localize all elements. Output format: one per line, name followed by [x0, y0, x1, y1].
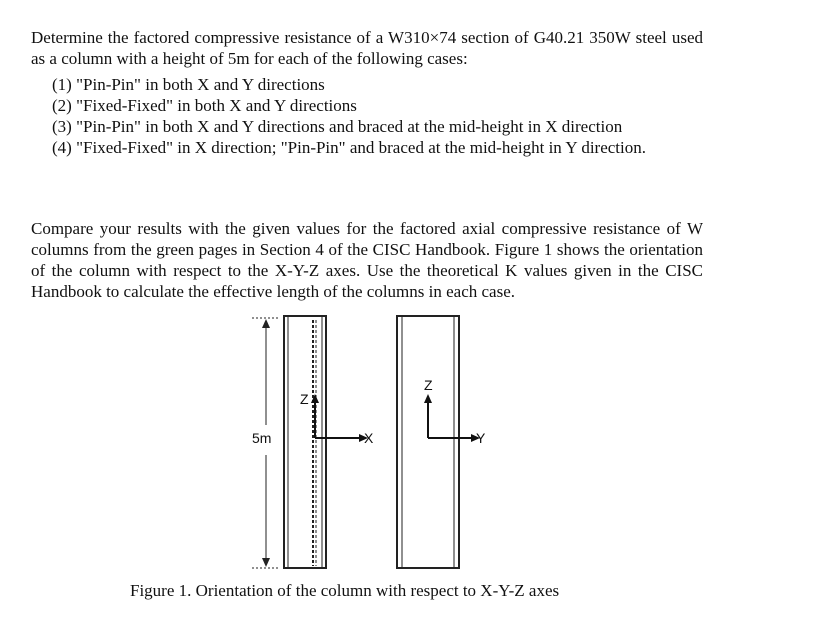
left-axes-icon	[311, 394, 368, 442]
column-orientation-figure	[240, 310, 500, 580]
right-axes-icon	[424, 394, 480, 442]
problem-intro: Determine the factored compressive resistance of a W310×74 section of G40.21 350W steel used as a column with a height of 5m for each of the following cases:	[31, 28, 703, 68]
case-item-2: (2) "Fixed-Fixed" in both X and Y directions	[52, 96, 357, 115]
right-y-label: Y	[476, 430, 486, 446]
column-left-view	[284, 316, 326, 568]
column-right-view	[397, 316, 459, 568]
right-z-label: Z	[424, 377, 433, 393]
case-list	[52, 74, 702, 158]
height-label: 5m	[252, 430, 272, 446]
case-item-4: (4) "Fixed-Fixed" in X direction; "Pin-Pin" and braced at the mid-height in Y direction.	[52, 138, 646, 157]
figure-caption: Figure 1. Orientation of the column with respect to X-Y-Z axes	[130, 581, 560, 600]
case-item-3: (3) "Pin-Pin" in both X and Y directions and braced at the mid-height in X direction	[52, 117, 623, 136]
left-x-label: X	[364, 430, 374, 446]
case-item-1: (1) "Pin-Pin" in both X and Y directions	[52, 75, 325, 94]
problem-instructions: Compare your results with the given values for the factored axial compressive resistance of W columns from the green pages in Section 4 of the CISC Handbook. Figure 1 shows the orientation of the column with respect to the X-Y-Z axes. Use the theoretical K values given in the CISC Handbook to calculate the effective length of the columns in each case.	[31, 219, 703, 301]
left-z-label: Z	[300, 391, 309, 407]
